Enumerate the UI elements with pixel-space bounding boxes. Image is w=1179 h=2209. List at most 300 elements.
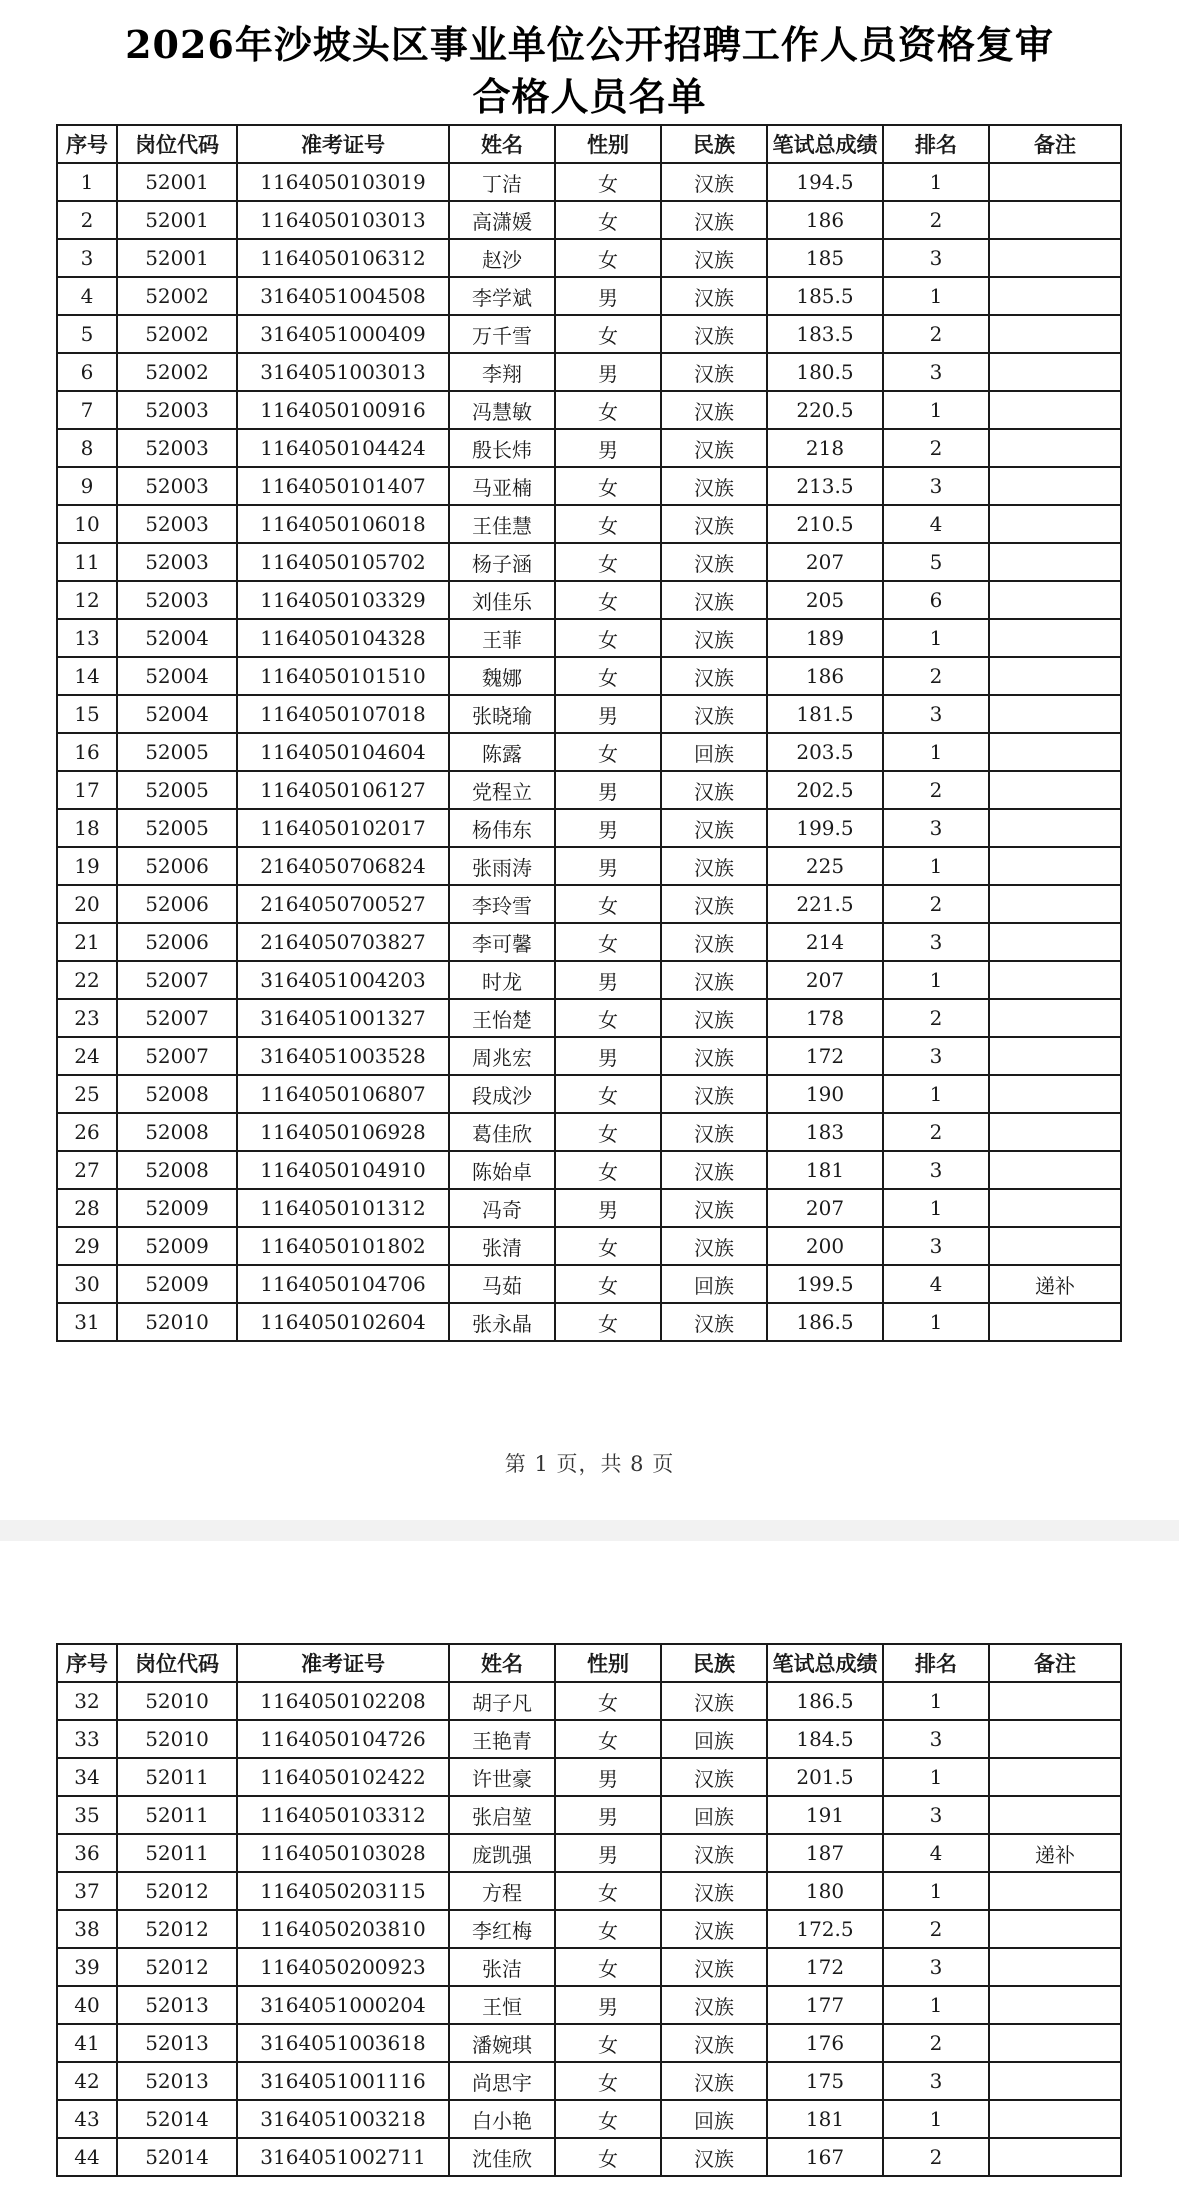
cell-post-code: 52012	[117, 1910, 237, 1948]
cell-name: 李翔	[449, 353, 555, 391]
cell-written-score: 210.5	[767, 505, 883, 543]
table-row	[57, 1151, 1121, 1189]
cell-exam-number: 3164051003218	[237, 2100, 449, 2138]
cell-written-score: 201.5	[767, 1758, 883, 1796]
cell-ethnicity: 回族	[661, 2100, 767, 2138]
cell-remark	[989, 999, 1121, 1037]
cell-ethnicity: 汉族	[661, 1910, 767, 1948]
header-written-score: 笔试总成绩	[767, 1644, 883, 1682]
cell-exam-number: 1164050101407	[237, 467, 449, 505]
cell-seq: 11	[57, 543, 117, 581]
cell-written-score: 199.5	[767, 1265, 883, 1303]
cell-rank: 3	[883, 1948, 989, 1986]
cell-name: 冯慧敏	[449, 391, 555, 429]
cell-ethnicity: 汉族	[661, 1075, 767, 1113]
cell-rank: 4	[883, 1834, 989, 1872]
cell-name: 胡子凡	[449, 1682, 555, 1720]
cell-rank: 3	[883, 809, 989, 847]
cell-gender: 女	[555, 1265, 661, 1303]
cell-remark	[989, 505, 1121, 543]
cell-post-code: 52002	[117, 277, 237, 315]
header-name: 姓名	[449, 125, 555, 163]
cell-exam-number: 1164050106928	[237, 1113, 449, 1151]
cell-rank: 1	[883, 1303, 989, 1341]
cell-written-score: 194.5	[767, 163, 883, 201]
cell-ethnicity: 汉族	[661, 1758, 767, 1796]
header-exam-number: 准考证号	[237, 125, 449, 163]
table-row	[57, 277, 1121, 315]
cell-gender: 女	[555, 885, 661, 923]
cell-remark	[989, 467, 1121, 505]
cell-name: 张清	[449, 1227, 555, 1265]
cell-name: 王艳青	[449, 1720, 555, 1758]
table-row	[57, 315, 1121, 353]
cell-seq: 21	[57, 923, 117, 961]
table-row	[57, 657, 1121, 695]
cell-written-score: 180	[767, 1872, 883, 1910]
cell-ethnicity: 汉族	[661, 163, 767, 201]
cell-gender: 女	[555, 1682, 661, 1720]
cell-remark	[989, 771, 1121, 809]
cell-exam-number: 1164050107018	[237, 695, 449, 733]
cell-rank: 2	[883, 201, 989, 239]
cell-written-score: 207	[767, 1189, 883, 1227]
cell-written-score: 175	[767, 2062, 883, 2100]
header-gender: 性别	[555, 125, 661, 163]
cell-seq: 22	[57, 961, 117, 999]
cell-exam-number: 3164051004203	[237, 961, 449, 999]
table-row	[57, 847, 1121, 885]
cell-ethnicity: 汉族	[661, 771, 767, 809]
header-rank: 排名	[883, 125, 989, 163]
table-row	[57, 771, 1121, 809]
cell-rank: 1	[883, 1075, 989, 1113]
cell-exam-number: 3164051004508	[237, 277, 449, 315]
cell-remark	[989, 1796, 1121, 1834]
cell-written-score: 181.5	[767, 695, 883, 733]
table-row	[57, 163, 1121, 201]
cell-exam-number: 1164050106018	[237, 505, 449, 543]
cell-ethnicity: 汉族	[661, 923, 767, 961]
cell-ethnicity: 回族	[661, 1796, 767, 1834]
cell-remark	[989, 429, 1121, 467]
cell-post-code: 52005	[117, 809, 237, 847]
cell-post-code: 52003	[117, 505, 237, 543]
cell-ethnicity: 汉族	[661, 657, 767, 695]
table-row	[57, 467, 1121, 505]
cell-exam-number: 3164051003528	[237, 1037, 449, 1075]
cell-name: 王恒	[449, 1986, 555, 2024]
cell-post-code: 52004	[117, 695, 237, 733]
cell-post-code: 52006	[117, 923, 237, 961]
cell-remark	[989, 353, 1121, 391]
table-row	[57, 1037, 1121, 1075]
cell-ethnicity: 汉族	[661, 619, 767, 657]
cell-written-score: 203.5	[767, 733, 883, 771]
cell-written-score: 177	[767, 1986, 883, 2024]
cell-ethnicity: 汉族	[661, 1189, 767, 1227]
cell-gender: 女	[555, 1948, 661, 1986]
cell-ethnicity: 汉族	[661, 1872, 767, 1910]
cell-seq: 16	[57, 733, 117, 771]
cell-post-code: 52011	[117, 1834, 237, 1872]
cell-written-score: 207	[767, 961, 883, 999]
cell-gender: 男	[555, 961, 661, 999]
cell-ethnicity: 汉族	[661, 1834, 767, 1872]
cell-exam-number: 1164050106807	[237, 1075, 449, 1113]
cell-written-score: 200	[767, 1227, 883, 1265]
cell-seq: 38	[57, 1910, 117, 1948]
cell-name: 丁洁	[449, 163, 555, 201]
cell-ethnicity: 汉族	[661, 1227, 767, 1265]
header-seq: 序号	[57, 125, 117, 163]
cell-seq: 20	[57, 885, 117, 923]
cell-post-code: 52009	[117, 1189, 237, 1227]
cell-exam-number: 1164050106127	[237, 771, 449, 809]
cell-seq: 29	[57, 1227, 117, 1265]
cell-rank: 2	[883, 885, 989, 923]
table-body	[57, 163, 1121, 1341]
table-row	[57, 1303, 1121, 1341]
cell-name: 张洁	[449, 1948, 555, 1986]
cell-name: 赵沙	[449, 239, 555, 277]
cell-name: 冯奇	[449, 1189, 555, 1227]
table-row	[57, 1948, 1121, 1986]
cell-written-score: 189	[767, 619, 883, 657]
cell-gender: 女	[555, 391, 661, 429]
cell-seq: 17	[57, 771, 117, 809]
cell-gender: 女	[555, 2062, 661, 2100]
cell-post-code: 52003	[117, 543, 237, 581]
table-row	[57, 1720, 1121, 1758]
cell-gender: 女	[555, 1113, 661, 1151]
table-row	[57, 1265, 1121, 1303]
cell-post-code: 52013	[117, 1986, 237, 2024]
cell-rank: 2	[883, 1910, 989, 1948]
cell-remark	[989, 2100, 1121, 2138]
cell-remark	[989, 1948, 1121, 1986]
cell-exam-number: 2164050703827	[237, 923, 449, 961]
cell-exam-number: 1164050103312	[237, 1796, 449, 1834]
table-row	[57, 1113, 1121, 1151]
cell-rank: 1	[883, 619, 989, 657]
cell-post-code: 52003	[117, 429, 237, 467]
cell-rank: 1	[883, 961, 989, 999]
cell-exam-number: 1164050105702	[237, 543, 449, 581]
cell-ethnicity: 汉族	[661, 239, 767, 277]
table-row	[57, 1189, 1121, 1227]
cell-remark	[989, 1227, 1121, 1265]
cell-seq: 34	[57, 1758, 117, 1796]
cell-exam-number: 3164051001327	[237, 999, 449, 1037]
cell-gender: 女	[555, 999, 661, 1037]
table-row	[57, 695, 1121, 733]
table-row	[57, 1986, 1121, 2024]
cell-exam-number: 1164050103329	[237, 581, 449, 619]
cell-gender: 男	[555, 1758, 661, 1796]
cell-ethnicity: 汉族	[661, 581, 767, 619]
cell-remark	[989, 847, 1121, 885]
cell-rank: 2	[883, 999, 989, 1037]
cell-seq: 43	[57, 2100, 117, 2138]
cell-remark	[989, 923, 1121, 961]
cell-seq: 31	[57, 1303, 117, 1341]
cell-rank: 3	[883, 1151, 989, 1189]
cell-post-code: 52010	[117, 1720, 237, 1758]
cell-ethnicity: 汉族	[661, 961, 767, 999]
cell-name: 方程	[449, 1872, 555, 1910]
table-row	[57, 809, 1121, 847]
cell-seq: 3	[57, 239, 117, 277]
cell-post-code: 52008	[117, 1075, 237, 1113]
cell-name: 刘佳乐	[449, 581, 555, 619]
cell-post-code: 52002	[117, 353, 237, 391]
cell-rank: 3	[883, 467, 989, 505]
cell-post-code: 52001	[117, 163, 237, 201]
cell-exam-number: 2164050706824	[237, 847, 449, 885]
table-row	[57, 1834, 1121, 1872]
cell-ethnicity: 汉族	[661, 1986, 767, 2024]
cell-exam-number: 1164050101510	[237, 657, 449, 695]
cell-rank: 2	[883, 2024, 989, 2062]
cell-gender: 女	[555, 505, 661, 543]
cell-rank: 1	[883, 277, 989, 315]
cell-name: 马亚楠	[449, 467, 555, 505]
table-row	[57, 1758, 1121, 1796]
cell-gender: 女	[555, 733, 661, 771]
cell-gender: 女	[555, 2138, 661, 2176]
cell-written-score: 220.5	[767, 391, 883, 429]
cell-name: 王佳慧	[449, 505, 555, 543]
cell-ethnicity: 汉族	[661, 201, 767, 239]
cell-seq: 19	[57, 847, 117, 885]
cell-post-code: 52001	[117, 201, 237, 239]
cell-exam-number: 1164050102604	[237, 1303, 449, 1341]
header-name: 姓名	[449, 1644, 555, 1682]
cell-remark	[989, 885, 1121, 923]
cell-gender: 女	[555, 619, 661, 657]
cell-seq: 26	[57, 1113, 117, 1151]
cell-post-code: 52007	[117, 999, 237, 1037]
cell-gender: 男	[555, 1796, 661, 1834]
cell-name: 张启堃	[449, 1796, 555, 1834]
cell-seq: 2	[57, 201, 117, 239]
cell-seq: 33	[57, 1720, 117, 1758]
cell-seq: 35	[57, 1796, 117, 1834]
table-row	[57, 999, 1121, 1037]
cell-remark	[989, 163, 1121, 201]
table-row	[57, 581, 1121, 619]
document-title-line1: 2026年沙坡头区事业单位公开招聘工作人员资格复审	[125, 22, 1054, 67]
cell-seq: 8	[57, 429, 117, 467]
cell-exam-number: 1164050203810	[237, 1910, 449, 1948]
cell-ethnicity: 汉族	[661, 2062, 767, 2100]
cell-exam-number: 1164050104726	[237, 1720, 449, 1758]
table-row	[57, 2100, 1121, 2138]
header-rank: 排名	[883, 1644, 989, 1682]
cell-remark	[989, 391, 1121, 429]
cell-ethnicity: 汉族	[661, 2024, 767, 2062]
table-row	[57, 239, 1121, 277]
cell-name: 万千雪	[449, 315, 555, 353]
cell-gender: 女	[555, 1872, 661, 1910]
cell-remark	[989, 1037, 1121, 1075]
cell-seq: 25	[57, 1075, 117, 1113]
cell-written-score: 185	[767, 239, 883, 277]
cell-written-score: 190	[767, 1075, 883, 1113]
cell-rank: 3	[883, 1720, 989, 1758]
cell-name: 杨子涵	[449, 543, 555, 581]
cell-gender: 女	[555, 657, 661, 695]
cell-rank: 2	[883, 2138, 989, 2176]
cell-rank: 3	[883, 1227, 989, 1265]
header-written-score: 笔试总成绩	[767, 125, 883, 163]
cell-remark	[989, 695, 1121, 733]
cell-rank: 3	[883, 695, 989, 733]
cell-rank: 1	[883, 1758, 989, 1796]
cell-name: 庞凯强	[449, 1834, 555, 1872]
cell-remark	[989, 277, 1121, 315]
cell-written-score: 167	[767, 2138, 883, 2176]
cell-post-code: 52003	[117, 581, 237, 619]
cell-exam-number: 1164050104424	[237, 429, 449, 467]
cell-rank: 1	[883, 1986, 989, 2024]
cell-gender: 男	[555, 353, 661, 391]
cell-gender: 女	[555, 1910, 661, 1948]
document-title-line2: 合格人员名单	[472, 74, 707, 119]
cell-remark	[989, 1758, 1121, 1796]
cell-rank: 3	[883, 1796, 989, 1834]
table-row	[57, 1872, 1121, 1910]
cell-rank: 3	[883, 353, 989, 391]
cell-seq: 15	[57, 695, 117, 733]
cell-remark	[989, 2062, 1121, 2100]
cell-remark: 递补	[989, 1834, 1121, 1872]
cell-written-score: 205	[767, 581, 883, 619]
cell-written-score: 213.5	[767, 467, 883, 505]
cell-post-code: 52014	[117, 2138, 237, 2176]
table-row	[57, 923, 1121, 961]
cell-remark	[989, 1720, 1121, 1758]
cell-ethnicity: 回族	[661, 1265, 767, 1303]
cell-remark	[989, 809, 1121, 847]
table-row	[57, 1910, 1121, 1948]
cell-post-code: 52010	[117, 1682, 237, 1720]
cell-exam-number: 1164050104328	[237, 619, 449, 657]
cell-exam-number: 1164050103028	[237, 1834, 449, 1872]
cell-rank: 3	[883, 1037, 989, 1075]
header-remark: 备注	[989, 125, 1121, 163]
cell-name: 张晓瑜	[449, 695, 555, 733]
cell-seq: 10	[57, 505, 117, 543]
cell-remark	[989, 1910, 1121, 1948]
cell-ethnicity: 汉族	[661, 885, 767, 923]
cell-remark	[989, 201, 1121, 239]
cell-name: 马茹	[449, 1265, 555, 1303]
cell-seq: 9	[57, 467, 117, 505]
cell-rank: 1	[883, 163, 989, 201]
cell-name: 葛佳欣	[449, 1113, 555, 1151]
cell-remark	[989, 733, 1121, 771]
cell-name: 陈露	[449, 733, 555, 771]
cell-name: 张永晶	[449, 1303, 555, 1341]
table-row	[57, 1682, 1121, 1720]
cell-exam-number: 1164050104910	[237, 1151, 449, 1189]
cell-seq: 37	[57, 1872, 117, 1910]
table-row	[57, 2062, 1121, 2100]
cell-written-score: 183	[767, 1113, 883, 1151]
cell-rank: 3	[883, 923, 989, 961]
cell-ethnicity: 汉族	[661, 1037, 767, 1075]
cell-gender: 女	[555, 1227, 661, 1265]
cell-remark	[989, 1113, 1121, 1151]
header-gender: 性别	[555, 1644, 661, 1682]
cell-post-code: 52007	[117, 961, 237, 999]
cell-post-code: 52011	[117, 1796, 237, 1834]
cell-written-score: 186.5	[767, 1303, 883, 1341]
table-row	[57, 619, 1121, 657]
cell-exam-number: 1164050102208	[237, 1682, 449, 1720]
cell-remark	[989, 1986, 1121, 2024]
cell-name: 高潇媛	[449, 201, 555, 239]
cell-seq: 36	[57, 1834, 117, 1872]
cell-written-score: 199.5	[767, 809, 883, 847]
cell-exam-number: 1164050106312	[237, 239, 449, 277]
qualified-roster-table	[56, 124, 1122, 1342]
cell-gender: 女	[555, 581, 661, 619]
cell-seq: 32	[57, 1682, 117, 1720]
cell-name: 许世豪	[449, 1758, 555, 1796]
cell-gender: 女	[555, 1303, 661, 1341]
cell-post-code: 52014	[117, 2100, 237, 2138]
cell-remark	[989, 2024, 1121, 2062]
cell-name: 党程立	[449, 771, 555, 809]
cell-post-code: 52010	[117, 1303, 237, 1341]
cell-seq: 28	[57, 1189, 117, 1227]
cell-written-score: 187	[767, 1834, 883, 1872]
cell-written-score: 185.5	[767, 277, 883, 315]
cell-ethnicity: 回族	[661, 1720, 767, 1758]
cell-ethnicity: 汉族	[661, 1113, 767, 1151]
cell-ethnicity: 汉族	[661, 2138, 767, 2176]
cell-gender: 男	[555, 1986, 661, 2024]
header-row	[57, 1644, 1121, 1682]
cell-exam-number: 2164050700527	[237, 885, 449, 923]
cell-written-score: 172	[767, 1948, 883, 1986]
cell-gender: 女	[555, 201, 661, 239]
header-row	[57, 125, 1121, 163]
cell-seq: 6	[57, 353, 117, 391]
cell-gender: 女	[555, 1151, 661, 1189]
cell-gender: 男	[555, 695, 661, 733]
cell-seq: 42	[57, 2062, 117, 2100]
cell-gender: 男	[555, 1834, 661, 1872]
cell-gender: 男	[555, 277, 661, 315]
cell-post-code: 52004	[117, 657, 237, 695]
cell-gender: 女	[555, 1075, 661, 1113]
cell-seq: 13	[57, 619, 117, 657]
header-ethnicity: 民族	[661, 125, 767, 163]
cell-remark	[989, 1151, 1121, 1189]
cell-written-score: 186	[767, 657, 883, 695]
cell-name: 时龙	[449, 961, 555, 999]
cell-rank: 2	[883, 1113, 989, 1151]
cell-rank: 1	[883, 391, 989, 429]
cell-post-code: 52005	[117, 771, 237, 809]
cell-ethnicity: 汉族	[661, 277, 767, 315]
table-row	[57, 429, 1121, 467]
cell-rank: 1	[883, 2100, 989, 2138]
